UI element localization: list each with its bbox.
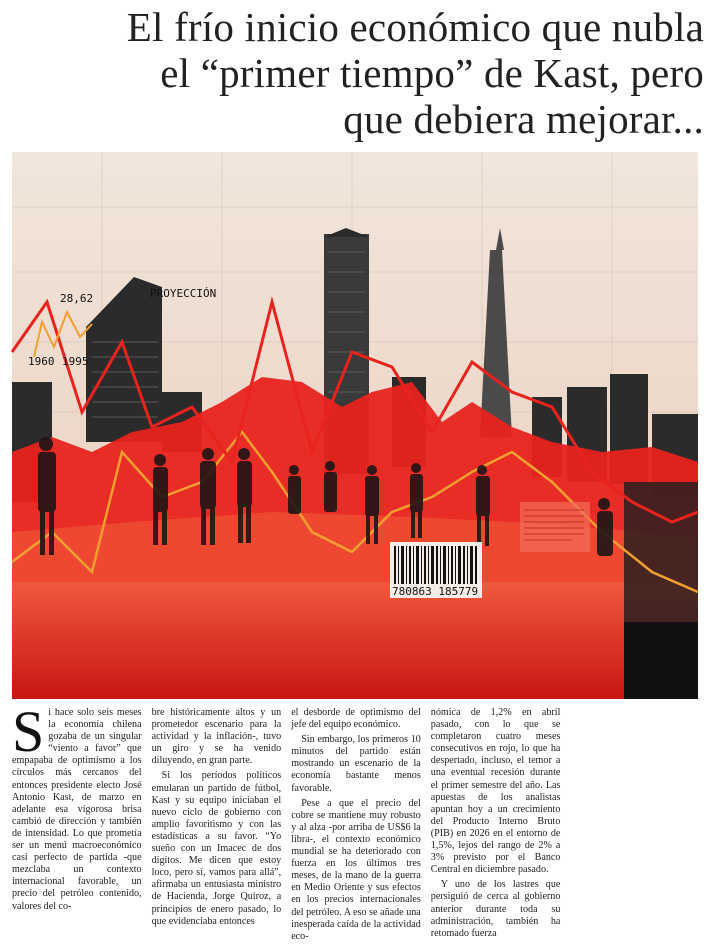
paragraph: el desborde de optimismo del jefe del equipo económico. bbox=[291, 707, 421, 731]
mini-chart-top-value: 28,62 bbox=[60, 292, 94, 305]
article-column-4 bbox=[431, 707, 561, 946]
article-column-3 bbox=[291, 707, 421, 946]
mini-chart-tick-mid: 1995 bbox=[62, 355, 89, 368]
paragraph: Si los períodos políticos emularan un partido de fútbol, Kast y su equipo iniciaban el nuevo ciclo de gobierno con amplio favoritismo y con las estadísticas a su favor. “Yo sueño con un Imacec de dos dígitos. Me dicen que estoy loco, pero sí, vamos para allá”, afirmaba un entusiasta ministro de Hacienda, Jorge Quiroz, a principios de enero pasado, lo que evidenciaba entonces bbox=[151, 770, 282, 927]
paragraph: Pese a que el precio del cobre se mantiene muy robusto y al alza -por arriba de US$6 la libra-, el contexto económico mundial se ha deteriorado con fuerza en los últimos tres meses, de la mano de la guerra en Medio Oriente y sus efectos en los precios internacionales del petróleo. A eso se añade una inesperada caída de la actividad eco- bbox=[291, 797, 421, 942]
article-column-2 bbox=[152, 707, 282, 946]
paragraph: bre históricamente altos y un prometedor escenario para la actividad y la inflación-, tuvo un giro y se ha venido diluyendo, en gran parte. bbox=[151, 707, 282, 767]
drop-cap: S bbox=[12, 699, 45, 764]
paragraph: i hace solo seis meses la economía chilena gozaba de un singular “viento a favor” que empapaba de optimismo a los círculos más cercanos del entonces presidente electo José Antonio Kast, de marzo en adelante esa vigorosa brisa cambió de dirección y también de intensidad. Lo que prometía ser un menú macroeconómico casi perfecto de partida -que mezclaba un contexto internacional favorable, un precio del petróleo contenido, valores del co- bbox=[12, 707, 142, 912]
barcode-number: 780863 185779 bbox=[392, 585, 479, 598]
dark-block bbox=[624, 622, 698, 699]
paragraph: Y uno de los lastres que persiguió de cerca al gobierno anterior durante toda su administración, también ha retomado fuerza bbox=[430, 879, 561, 939]
collage-illustration bbox=[12, 152, 698, 699]
headline-line-2: el “primer tiempo” de Kast, pero bbox=[160, 50, 704, 96]
mini-chart-right-label: PROYECCIÓN bbox=[150, 287, 217, 300]
article-body bbox=[12, 699, 700, 942]
paragraph: nómica de 1,2% en abril pasado, con lo que se completaron cuatro meses consecutivos en rojo, lo que ha despertado, incluso, el temor a una eventual recesión durante el primer semestre del año. Las apuestas de los analistas apuntan hoy a un crecimiento del Producto Interno Bruto (PIB) en 2026 en el entorno de 1,5%, lejos del rango de 2% a 3% previsto por el Banco Central en diciembre pasado. bbox=[430, 707, 561, 876]
headline-line-1: El frío inicio económico que nubla bbox=[126, 4, 704, 50]
red-ground bbox=[12, 582, 698, 699]
collage-svg bbox=[12, 152, 698, 699]
paragraph: Sin embargo, los primeros 10 minutos del partido están mostrando un escenario de la economía bastante menos favorable. bbox=[291, 734, 421, 794]
headline-line-3: que debiera mejorar... bbox=[343, 96, 704, 142]
article-column-1 bbox=[12, 699, 142, 946]
headline bbox=[14, 4, 704, 142]
mini-chart-tick-left: 1960 bbox=[28, 355, 55, 368]
newspaper-clipping bbox=[520, 502, 590, 552]
